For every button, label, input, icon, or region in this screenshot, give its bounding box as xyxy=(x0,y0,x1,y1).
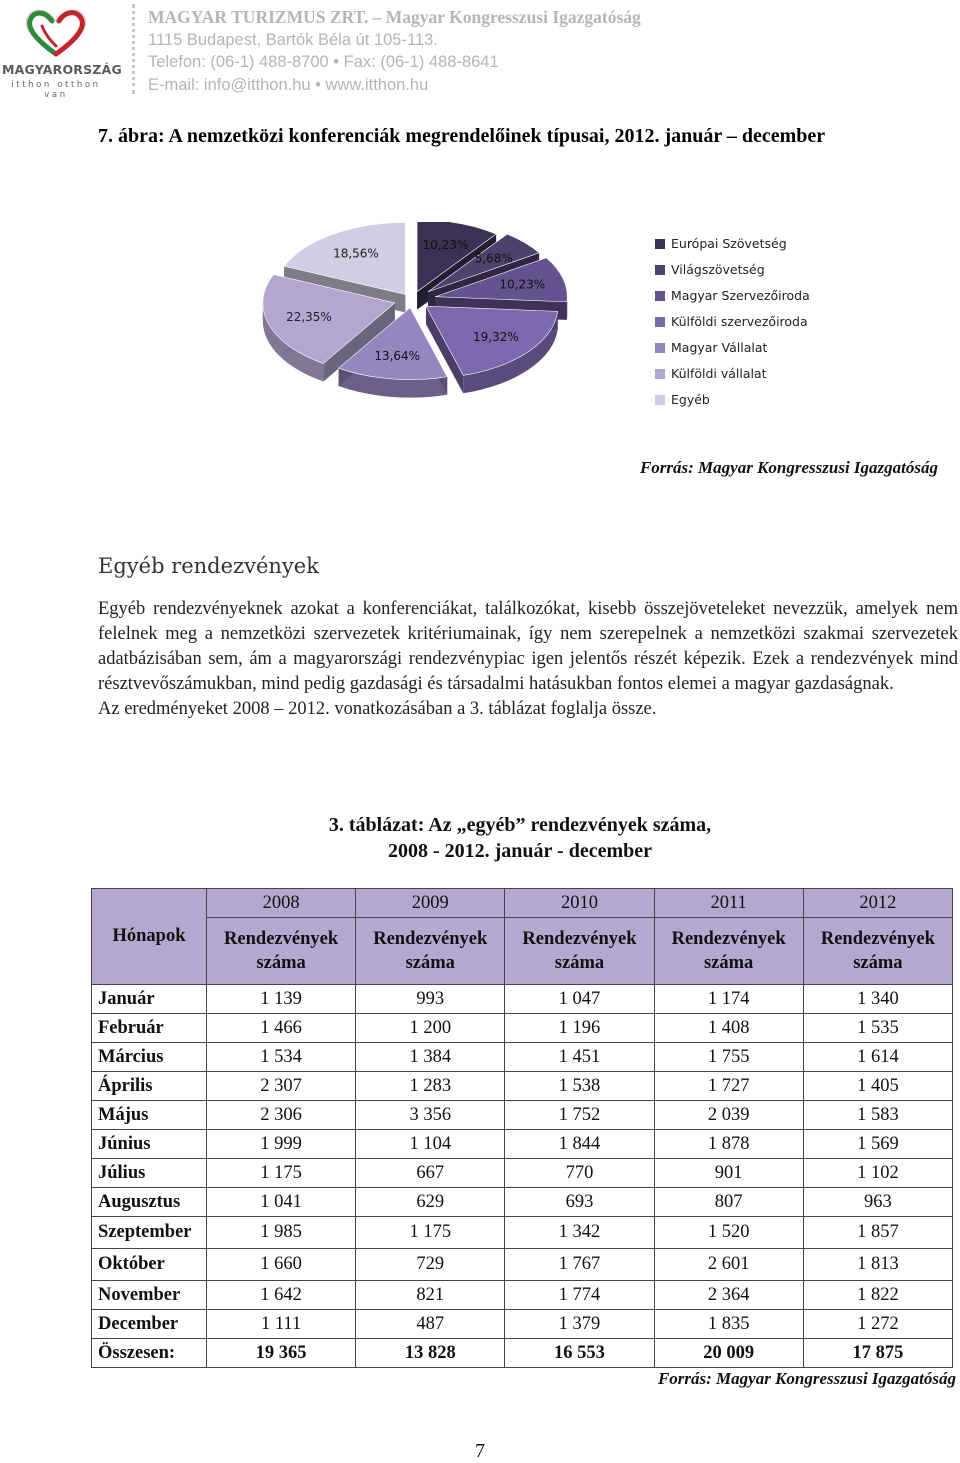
month-cell: December xyxy=(92,1310,207,1339)
letterhead-org: MAGYAR TURIZMUS ZRT. – Magyar Kongresszusi Igazgatóság xyxy=(148,6,641,29)
page-number: 7 xyxy=(0,1440,960,1463)
letterhead-phone: Telefon: (06-1) 488-8700 • Fax: (06-1) 488-8641 xyxy=(148,51,641,74)
table-row xyxy=(92,985,953,1014)
value-cell: 1 857 xyxy=(803,1217,952,1249)
value-cell: 1 535 xyxy=(803,1014,952,1043)
table-row xyxy=(92,1159,953,1188)
header-months: Hónapok xyxy=(92,889,207,985)
table-row xyxy=(92,1014,953,1043)
value-cell: 3 356 xyxy=(356,1101,505,1130)
header-events-count: Rendezvények száma xyxy=(505,918,654,985)
value-cell: 770 xyxy=(505,1159,654,1188)
value-cell: 1 174 xyxy=(654,985,803,1014)
value-cell: 1 583 xyxy=(803,1101,952,1130)
paragraph-2: Az eredményeket 2008 – 2012. vonatkozásában a 3. táblázat foglalja össze. xyxy=(98,697,958,722)
legend-label: Egyéb xyxy=(671,392,710,407)
legend-swatch xyxy=(655,317,665,327)
value-cell: 1 534 xyxy=(207,1043,356,1072)
month-cell: Január xyxy=(92,985,207,1014)
value-cell: 1 047 xyxy=(505,985,654,1014)
header-divider xyxy=(132,4,135,94)
value-cell: 1 408 xyxy=(654,1014,803,1043)
table-row xyxy=(92,1310,953,1339)
value-cell: 1 384 xyxy=(356,1043,505,1072)
total-cell: 13 828 xyxy=(356,1339,505,1368)
value-cell: 2 306 xyxy=(207,1101,356,1130)
paragraph-1: Egyéb rendezvényeknek azokat a konferenciákat, találkozókat, kisebb összejöveteleket nevezzük, amelyek nem felelnek meg a nemzetközi szervezetek kritériumainak, így nem szerepelnek a nemzetközi szakmai szervezetek adatbázisában sem, ám a magyarországi rendezvénypiac igen jelentős részét képezik. Ezek a rendezvények mind résztvevőszámukban, mind pedig gazdasági és társadalmi hatásukban fontos elemei a magyar gazdaságnak. xyxy=(98,597,958,697)
table-row xyxy=(92,1101,953,1130)
legend-label: Magyar Vállalat xyxy=(671,340,768,355)
value-cell: 1 175 xyxy=(356,1217,505,1249)
value-cell: 1 342 xyxy=(505,1217,654,1249)
value-cell: 629 xyxy=(356,1188,505,1217)
value-cell: 1 835 xyxy=(654,1310,803,1339)
value-cell: 1 767 xyxy=(505,1249,654,1281)
table-source: Forrás: Magyar Kongresszusi Igazgatóság xyxy=(658,1369,956,1389)
month-cell: Július xyxy=(92,1159,207,1188)
value-cell: 1 520 xyxy=(654,1217,803,1249)
value-cell: 963 xyxy=(803,1188,952,1217)
table-row xyxy=(92,1043,953,1072)
heart-logo-icon xyxy=(2,4,110,62)
section-title: Egyéb rendezvények xyxy=(98,554,319,578)
month-cell: Június xyxy=(92,1130,207,1159)
letterhead-address: 1115 Budapest, Bartók Béla út 105-113. xyxy=(148,29,641,52)
value-cell: 901 xyxy=(654,1159,803,1188)
month-cell: November xyxy=(92,1281,207,1310)
value-cell: 1 878 xyxy=(654,1130,803,1159)
letterhead xyxy=(148,6,641,96)
legend-label: Külföldi vállalat xyxy=(671,366,767,381)
value-cell: 1 272 xyxy=(803,1310,952,1339)
value-cell: 1 999 xyxy=(207,1130,356,1159)
pie-data-label: 13,64% xyxy=(374,349,420,363)
pie-data-label: 19,32% xyxy=(473,330,519,344)
value-cell: 2 307 xyxy=(207,1072,356,1101)
value-cell: 1 111 xyxy=(207,1310,356,1339)
value-cell: 1 451 xyxy=(505,1043,654,1072)
value-cell: 1 139 xyxy=(207,985,356,1014)
legend-label: Magyar Szervezőiroda xyxy=(671,288,810,303)
table-title xyxy=(250,812,790,864)
total-row xyxy=(92,1339,953,1368)
value-cell: 1 175 xyxy=(207,1159,356,1188)
figure-source: Forrás: Magyar Kongresszusi Igazgatóság xyxy=(640,458,938,478)
header-events-count: Rendezvények száma xyxy=(356,918,505,985)
header-year: 2011 xyxy=(654,889,803,918)
legend-label: Külföldi szervezőiroda xyxy=(671,314,808,329)
value-cell: 1 104 xyxy=(356,1130,505,1159)
value-cell: 729 xyxy=(356,1249,505,1281)
total-cell: 17 875 xyxy=(803,1339,952,1368)
value-cell: 1 755 xyxy=(654,1043,803,1072)
header-year: 2009 xyxy=(356,889,505,918)
legend-swatch xyxy=(655,343,665,353)
table-row xyxy=(92,1130,953,1159)
value-cell: 487 xyxy=(356,1310,505,1339)
value-cell: 1 660 xyxy=(207,1249,356,1281)
pie-chart xyxy=(240,222,840,432)
total-cell: 19 365 xyxy=(207,1339,356,1368)
logo-text: MAGYARORSZÁG xyxy=(2,62,110,77)
legend-swatch xyxy=(655,265,665,275)
table-row xyxy=(92,1249,953,1281)
value-cell: 1 813 xyxy=(803,1249,952,1281)
header-events-count: Rendezvények száma xyxy=(803,918,952,985)
legend-swatch xyxy=(655,369,665,379)
value-cell: 1 340 xyxy=(803,985,952,1014)
table-row xyxy=(92,1072,953,1101)
figure-title: 7. ábra: A nemzetközi konferenciák megrendelőinek típusai, 2012. január – december xyxy=(98,125,825,148)
header-year: 2010 xyxy=(505,889,654,918)
magyarorszag-logo xyxy=(2,4,110,94)
value-cell: 1 538 xyxy=(505,1072,654,1101)
value-cell: 1 200 xyxy=(356,1014,505,1043)
value-cell: 1 379 xyxy=(505,1310,654,1339)
month-cell: Szeptember xyxy=(92,1217,207,1249)
month-cell: Április xyxy=(92,1072,207,1101)
value-cell: 1 405 xyxy=(803,1072,952,1101)
pie-data-label: 18,56% xyxy=(333,247,379,261)
letterhead-email: E-mail: info@itthon.hu • www.itthon.hu xyxy=(148,74,641,97)
table-title-line1: 3. táblázat: Az „egyéb” rendezvények száma, xyxy=(250,812,790,838)
legend-label: Európai Szövetség xyxy=(671,236,787,251)
total-cell: 16 553 xyxy=(505,1339,654,1368)
value-cell: 1 614 xyxy=(803,1043,952,1072)
events-table xyxy=(91,888,953,1368)
value-cell: 667 xyxy=(356,1159,505,1188)
pie-data-label: 5,68% xyxy=(475,251,513,265)
month-cell: Október xyxy=(92,1249,207,1281)
total-label: Összesen: xyxy=(92,1339,207,1368)
legend-swatch xyxy=(655,395,665,405)
table-body xyxy=(92,985,953,1368)
value-cell: 1 569 xyxy=(803,1130,952,1159)
value-cell: 1 752 xyxy=(505,1101,654,1130)
value-cell: 1 774 xyxy=(505,1281,654,1310)
header-year: 2008 xyxy=(207,889,356,918)
month-cell: Március xyxy=(92,1043,207,1072)
total-cell: 20 009 xyxy=(654,1339,803,1368)
value-cell: 2 364 xyxy=(654,1281,803,1310)
value-cell: 1 844 xyxy=(505,1130,654,1159)
header-events-count: Rendezvények száma xyxy=(654,918,803,985)
header-year: 2012 xyxy=(803,889,952,918)
month-cell: Augusztus xyxy=(92,1188,207,1217)
table-row xyxy=(92,1188,953,1217)
legend-swatch xyxy=(655,291,665,301)
value-cell: 1 283 xyxy=(356,1072,505,1101)
pie-data-label: 10,23% xyxy=(499,278,545,292)
header-events-count: Rendezvények száma xyxy=(207,918,356,985)
pie-data-label: 22,35% xyxy=(286,310,332,324)
table-row xyxy=(92,1281,953,1310)
value-cell: 821 xyxy=(356,1281,505,1310)
table-row xyxy=(92,1217,953,1249)
value-cell: 1 642 xyxy=(207,1281,356,1310)
month-cell: Május xyxy=(92,1101,207,1130)
value-cell: 993 xyxy=(356,985,505,1014)
value-cell: 1 822 xyxy=(803,1281,952,1310)
value-cell: 1 041 xyxy=(207,1188,356,1217)
value-cell: 1 985 xyxy=(207,1217,356,1249)
legend-swatch xyxy=(655,239,665,249)
table-title-line2: 2008 - 2012. január - december xyxy=(250,838,790,864)
value-cell: 1 102 xyxy=(803,1159,952,1188)
month-cell: Február xyxy=(92,1014,207,1043)
value-cell: 1 466 xyxy=(207,1014,356,1043)
pie-data-label: 10,23% xyxy=(423,238,469,252)
logo-tagline: itthon otthon van xyxy=(2,80,110,100)
value-cell: 2 039 xyxy=(654,1101,803,1130)
value-cell: 2 601 xyxy=(654,1249,803,1281)
value-cell: 807 xyxy=(654,1188,803,1217)
legend-label: Világszövetség xyxy=(671,262,765,277)
section-body xyxy=(98,597,958,722)
value-cell: 1 727 xyxy=(654,1072,803,1101)
value-cell: 693 xyxy=(505,1188,654,1217)
value-cell: 1 196 xyxy=(505,1014,654,1043)
